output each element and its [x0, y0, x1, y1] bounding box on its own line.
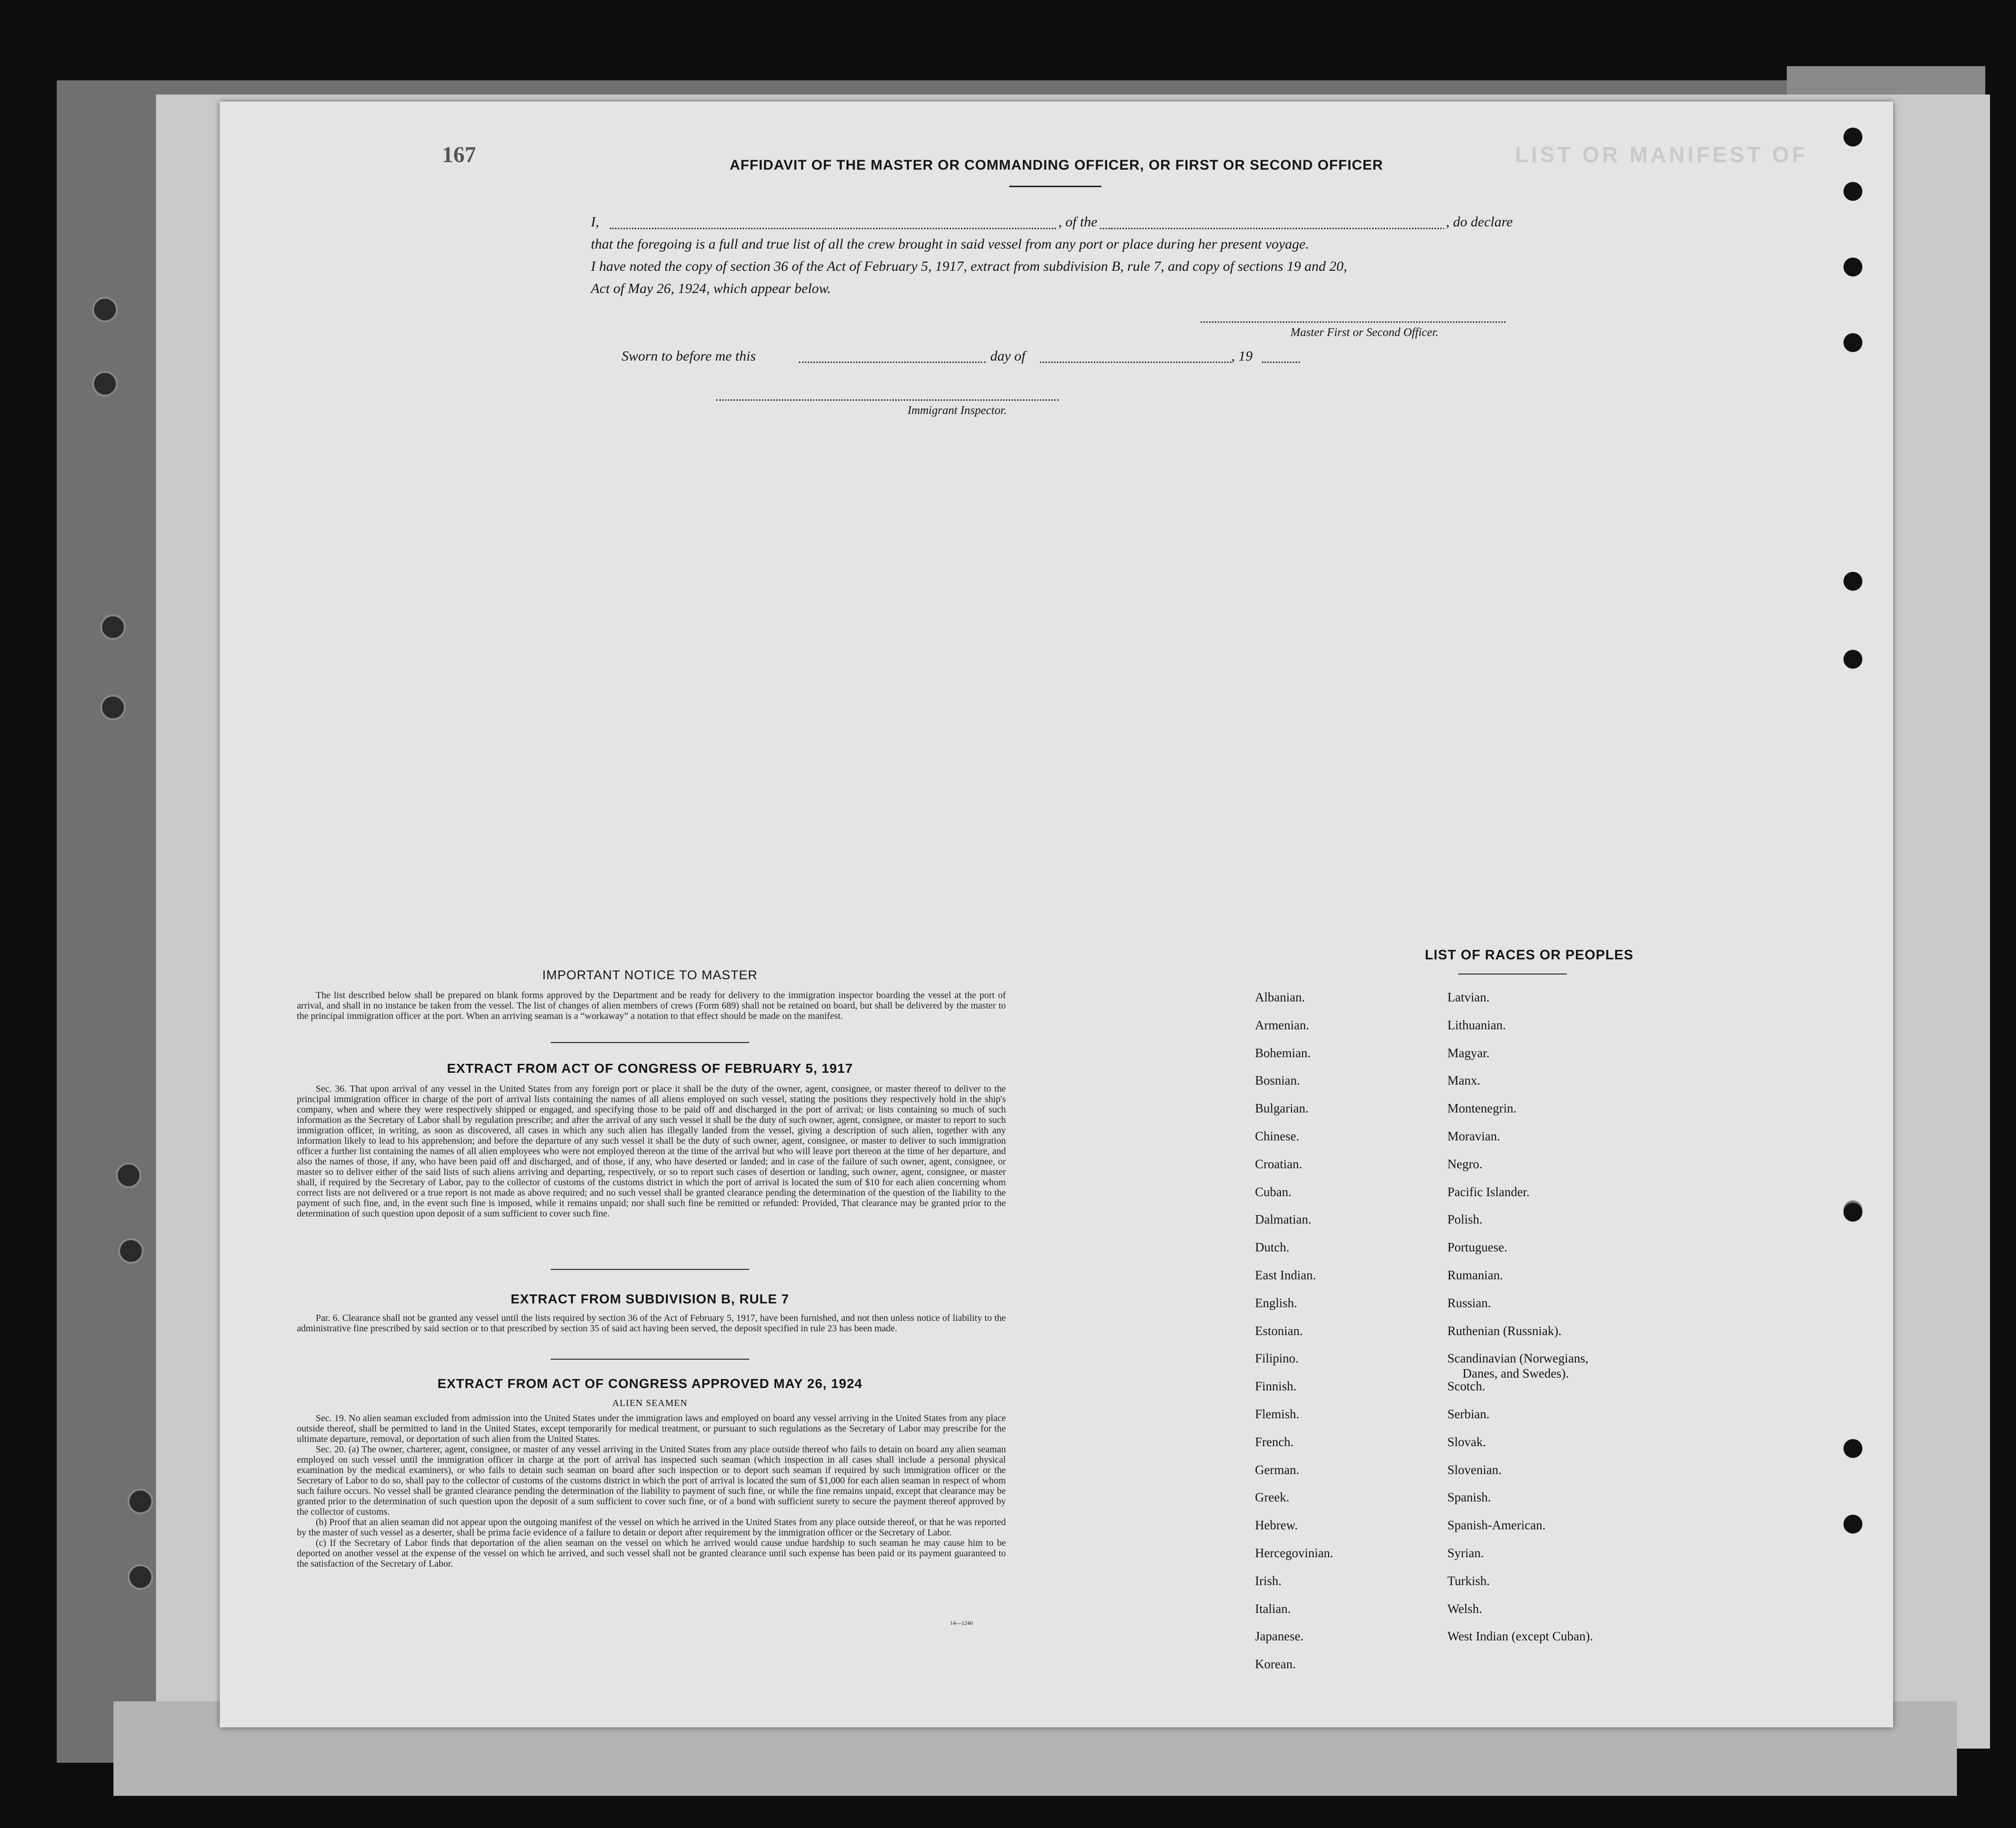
race-item: Dutch.: [1255, 1240, 1289, 1254]
sworn-day-field[interactable]: [799, 362, 986, 363]
races-title: LIST OF RACES OR PEOPLES: [1425, 948, 1634, 963]
punch-hole-icon: [1843, 1203, 1862, 1222]
punch-hole-icon: [1843, 182, 1862, 201]
affidavit-line-3: I have noted the copy of section 36 of the Act of February 5, 1917, extract from subdivision B, rule 7, and copy of sections 19 and 20,: [591, 259, 1347, 274]
race-item: Latvian.: [1447, 990, 1490, 1004]
binder-hole-icon: [116, 1163, 141, 1188]
sec-20a-text: Sec. 20. (a) The owner, charterer, agent, consignee, or master of any vessel arriving in the United States from any place outside thereof who fails to detain on board any alien seaman employed on such vessel until the immigration officer in charge at the port of arrival has inspected such seaman (which inspection in all cases shall include a personal physical examination by the medical examiners), or who fails to detain such seaman on board after such inspection or to deport such seaman if required by such immigration officer or the Secretary of Labor to do so, shall pay to the collector of customs of the customs district in which the port of arrival is located the sum of $1,000 for each alien seaman in respect of whom such failure occurs. No vessel shall be granted clearance pending the determination of the liability to payment of such fine, or while the fine remains unpaid, except that clearance may be granted prior to the determination of such question upon the deposit of a sum sufficient to cover such fine, or of a bond with sufficient surety to secure the payment thereof approved by the collector of customs.: [297, 1444, 1006, 1517]
binder-hole-icon: [128, 1564, 153, 1590]
race-item: Bohemian.: [1255, 1046, 1311, 1060]
sec-19-text: Sec. 19. No alien seaman excluded from admission into the United States under the immigration laws and employed on board any vessel arriving in the United States from any place outside thereof, shall be permitted to land in the United States, except temporarily for medical treatment, or pursuant to such regulations as the Secretary of Labor may prescribe for the ultimate departure, removal, or deportation of such alien from the United States.: [297, 1413, 1006, 1444]
race-item: Hebrew.: [1255, 1518, 1298, 1532]
extract-1917-title: EXTRACT FROM ACT OF CONGRESS OF FEBRUARY 5, 1917: [447, 1061, 853, 1076]
race-item: Hercegovinian.: [1255, 1546, 1333, 1560]
punch-hole-icon: [1843, 258, 1862, 276]
race-item: Scotch.: [1447, 1379, 1486, 1393]
race-item: Negro.: [1447, 1157, 1483, 1171]
race-item: Serbian.: [1447, 1407, 1490, 1421]
affidavit-line-4: Act of May 26, 1924, which appear below.: [591, 281, 831, 296]
race-item: Finnish.: [1255, 1379, 1297, 1393]
race-item: Chinese.: [1255, 1129, 1299, 1143]
race-item: Filipino.: [1255, 1351, 1299, 1365]
form-code: 14—1240: [950, 1620, 973, 1626]
sworn-label: Sworn to before me this: [622, 348, 756, 364]
race-item: Flemish.: [1255, 1407, 1299, 1421]
race-item: Japanese.: [1255, 1629, 1304, 1643]
affidavit-i: I,: [591, 214, 599, 230]
race-item: Croatian.: [1255, 1157, 1302, 1171]
page-number: 167: [442, 142, 476, 167]
notice-text: The list described below shall be prepared on blank forms approved by the Department and be ready for delivery to the immigration inspector boarding the vessel at the port of arrival, and shall in no instance be taken from the vessel. The list of changes of alien members of crews (Form 689) shall not be retained on board, but shall be delivered by the master to the principal immigration officer at the port. When an arriving seaman is a “workaway” a notation to that effect should be made on the manifest.: [297, 990, 1006, 1021]
binder-hole-icon: [118, 1238, 144, 1264]
form-page: [220, 102, 1893, 1727]
race-item: Magyar.: [1447, 1046, 1490, 1060]
race-item: Irish.: [1255, 1574, 1282, 1588]
punch-hole-icon: [1843, 1515, 1862, 1534]
affidavit-line-2: that the foregoing is a full and true list of all the crew brought in said vessel from any port or place during her present voyage.: [591, 236, 1309, 252]
binder-hole-icon: [92, 371, 118, 397]
binder-hole-icon: [100, 614, 126, 640]
title-rule: [1009, 186, 1101, 187]
race-item: Slovenian.: [1447, 1463, 1502, 1477]
race-item: German.: [1255, 1463, 1299, 1477]
affidavit-declare: , do declare: [1444, 214, 1514, 230]
sec-20b-text: (b) Proof that an alien seaman did not appear upon the outgoing manifest of the vessel on which he arrived in the United States from any place outside thereof, or that he was reported by the master of such vessel as a deserter, shall be prima facie evidence of a failure to detain or deport after requirement by the immigration officer or the Secretary of Labor.: [297, 1517, 1006, 1538]
race-item: West Indian (except Cuban).: [1447, 1629, 1593, 1643]
binder-hole-icon: [128, 1489, 153, 1514]
race-item: Spanish.: [1447, 1490, 1491, 1504]
race-item: Bosnian.: [1255, 1073, 1300, 1087]
race-item: Moravian.: [1447, 1129, 1500, 1143]
race-item: Greek.: [1255, 1490, 1289, 1504]
master-label: Master First or Second Officer.: [1290, 326, 1439, 339]
binder-hole-icon: [92, 297, 118, 322]
race-item: French.: [1255, 1435, 1294, 1449]
inspector-signature-field[interactable]: [716, 399, 1059, 401]
punch-hole-icon: [1843, 1439, 1862, 1458]
race-item: Scandinavian (Norwegians,: [1447, 1351, 1589, 1365]
extract-rule7-text: Par. 6. Clearance shall not be granted any vessel until the lists required by section 36 of the Act of February 5, 1917, have been furnished, and not then unless notice of liability to the administrative fine prescribed by said section or to that prescribed by section 35 of said act having been served, the deposit specified in rule 23 has been made.: [297, 1313, 1006, 1334]
affidavit-title: AFFIDAVIT OF THE MASTER OR COMMANDING OFFICER, OR FIRST OR SECOND OFFICER: [729, 157, 1384, 173]
extract-1924-subtitle: ALIEN SEAMEN: [612, 1398, 688, 1408]
race-item: Armenian.: [1255, 1018, 1309, 1032]
punch-hole-icon: [1843, 333, 1862, 352]
race-item: Slovak.: [1447, 1435, 1486, 1449]
race-item: Polish.: [1447, 1212, 1483, 1226]
race-item: Italian.: [1255, 1602, 1291, 1616]
punch-hole-icon: [1843, 572, 1862, 591]
vessel-field[interactable]: [1111, 228, 1494, 229]
binder-hole-icon: [100, 695, 126, 720]
extract-rule7-title: EXTRACT FROM SUBDIVISION B, RULE 7: [510, 1292, 789, 1306]
extract-1924-body: [297, 1413, 1006, 1569]
race-item: Montenegrin.: [1447, 1101, 1517, 1115]
sworn-month-field[interactable]: [1040, 362, 1231, 363]
master-signature-field[interactable]: [1201, 321, 1506, 323]
ghost-text: LIST OR MANIFEST OF: [1515, 142, 1808, 167]
day-of-label: day of: [990, 348, 1026, 364]
race-item: Lithuanian.: [1447, 1018, 1506, 1032]
race-item: Russian.: [1447, 1296, 1491, 1310]
affidavit-of-the: , of the: [1056, 214, 1099, 230]
race-item: Danes, and Swedes).: [1462, 1366, 1569, 1380]
race-item: Spanish-American.: [1447, 1518, 1546, 1532]
race-item: Manx.: [1447, 1073, 1480, 1087]
sworn-year-field[interactable]: [1262, 362, 1300, 363]
notice-title: IMPORTANT NOTICE TO MASTER: [542, 968, 758, 982]
race-item: Syrian.: [1447, 1546, 1484, 1560]
punch-hole-icon: [1843, 650, 1862, 669]
year-label: , 19: [1231, 348, 1253, 364]
race-item: Portuguese.: [1447, 1240, 1507, 1254]
race-item: Dalmatian.: [1255, 1212, 1312, 1226]
race-item: East Indian.: [1255, 1268, 1316, 1282]
race-item: Rumanian.: [1447, 1268, 1503, 1282]
section-rule: [551, 1359, 749, 1360]
inspector-label: Immigrant Inspector.: [908, 404, 1007, 417]
race-item: Welsh.: [1447, 1602, 1482, 1616]
race-item: Pacific Islander.: [1447, 1185, 1530, 1199]
race-item: Albanian.: [1255, 990, 1305, 1004]
race-item: Estonian.: [1255, 1324, 1303, 1338]
section-rule: [551, 1269, 749, 1270]
race-item: Turkish.: [1447, 1574, 1490, 1588]
sec-20c-text: (c) If the Secretary of Labor finds that deportation of the alien seaman on the vessel on which he arrived would cause undue hardship to such seaman he may cause him to be deported on another vessel at the expense of the vessel on which he arrived, and such vessel shall not be granted clearance until such expense has been paid or its payment guaranteed to the satisfaction of the Secretary of Labor.: [297, 1538, 1006, 1569]
extract-1924-title: EXTRACT FROM ACT OF CONGRESS APPROVED MAY 26, 1924: [437, 1376, 863, 1391]
race-item: English.: [1255, 1296, 1298, 1310]
race-item: Cuban.: [1255, 1185, 1292, 1199]
race-item: Bulgarian.: [1255, 1101, 1309, 1115]
punch-hole-icon: [1843, 128, 1862, 147]
extract-1917-text: Sec. 36. That upon arrival of any vessel in the United States from any foreign port or place it shall be the duty of the owner, agent, consignee, or master thereof to deliver to the principal immigration officer in charge of the port of arrival lists containing the names of all aliens employed on such vessel, stating the positions they respectively hold in the ship's company, when and where they were respectively shipped or engaged, and specifying those to be paid off and discharged in the port of arrival; or lists containing so much of such information as the Secretary of Labor shall by regulation prescribe; and after the arrival of any such vessel it shall be the duty of such owner, agent, consignee, or master to report to such immigration officer, in writing, as soon as discovered, all cases in which any such alien has illegally landed from the vessel, giving a description of such alien, together with any information likely to lead to his apprehension; and before the departure of any such vessel it shall be the duty of such owner, agent, consignee, or master to deliver to such immigration officer a further list containing the names of all alien employees who were not employed thereon at the time of the arrival but who will leave port thereon at the time of her departure, and also the names of those, if any, who have been paid off and discharged, and of those, if any, who have deserted or landed; and in case of the failure of such owner, agent, consignee, or master so to deliver either of the said lists of such aliens arriving and departing, respectively, or so to report such cases of desertion or landing, such owner, agent, consignee, or master shall, if required by the Secretary of Labor, pay to the collector of customs of the customs district in which the port of arrival is located the sum of $10 for each alien concerning whom correct lists are not delivered or a true report is not made as above required; and no such vessel shall be granted clearance pending the determination of the question of the liability to the payment of such fine, and, in the event such fine is imposed, while it remains unpaid; nor shall such fine be remitted or refunded: Provided, That clearance may be granted prior to the determination of such question upon deposit of a sum sufficient to cover such fine.: [297, 1084, 1006, 1219]
race-item: Ruthenian (Russniak).: [1447, 1324, 1562, 1338]
section-rule: [551, 1042, 749, 1043]
race-item: Korean.: [1255, 1657, 1296, 1671]
